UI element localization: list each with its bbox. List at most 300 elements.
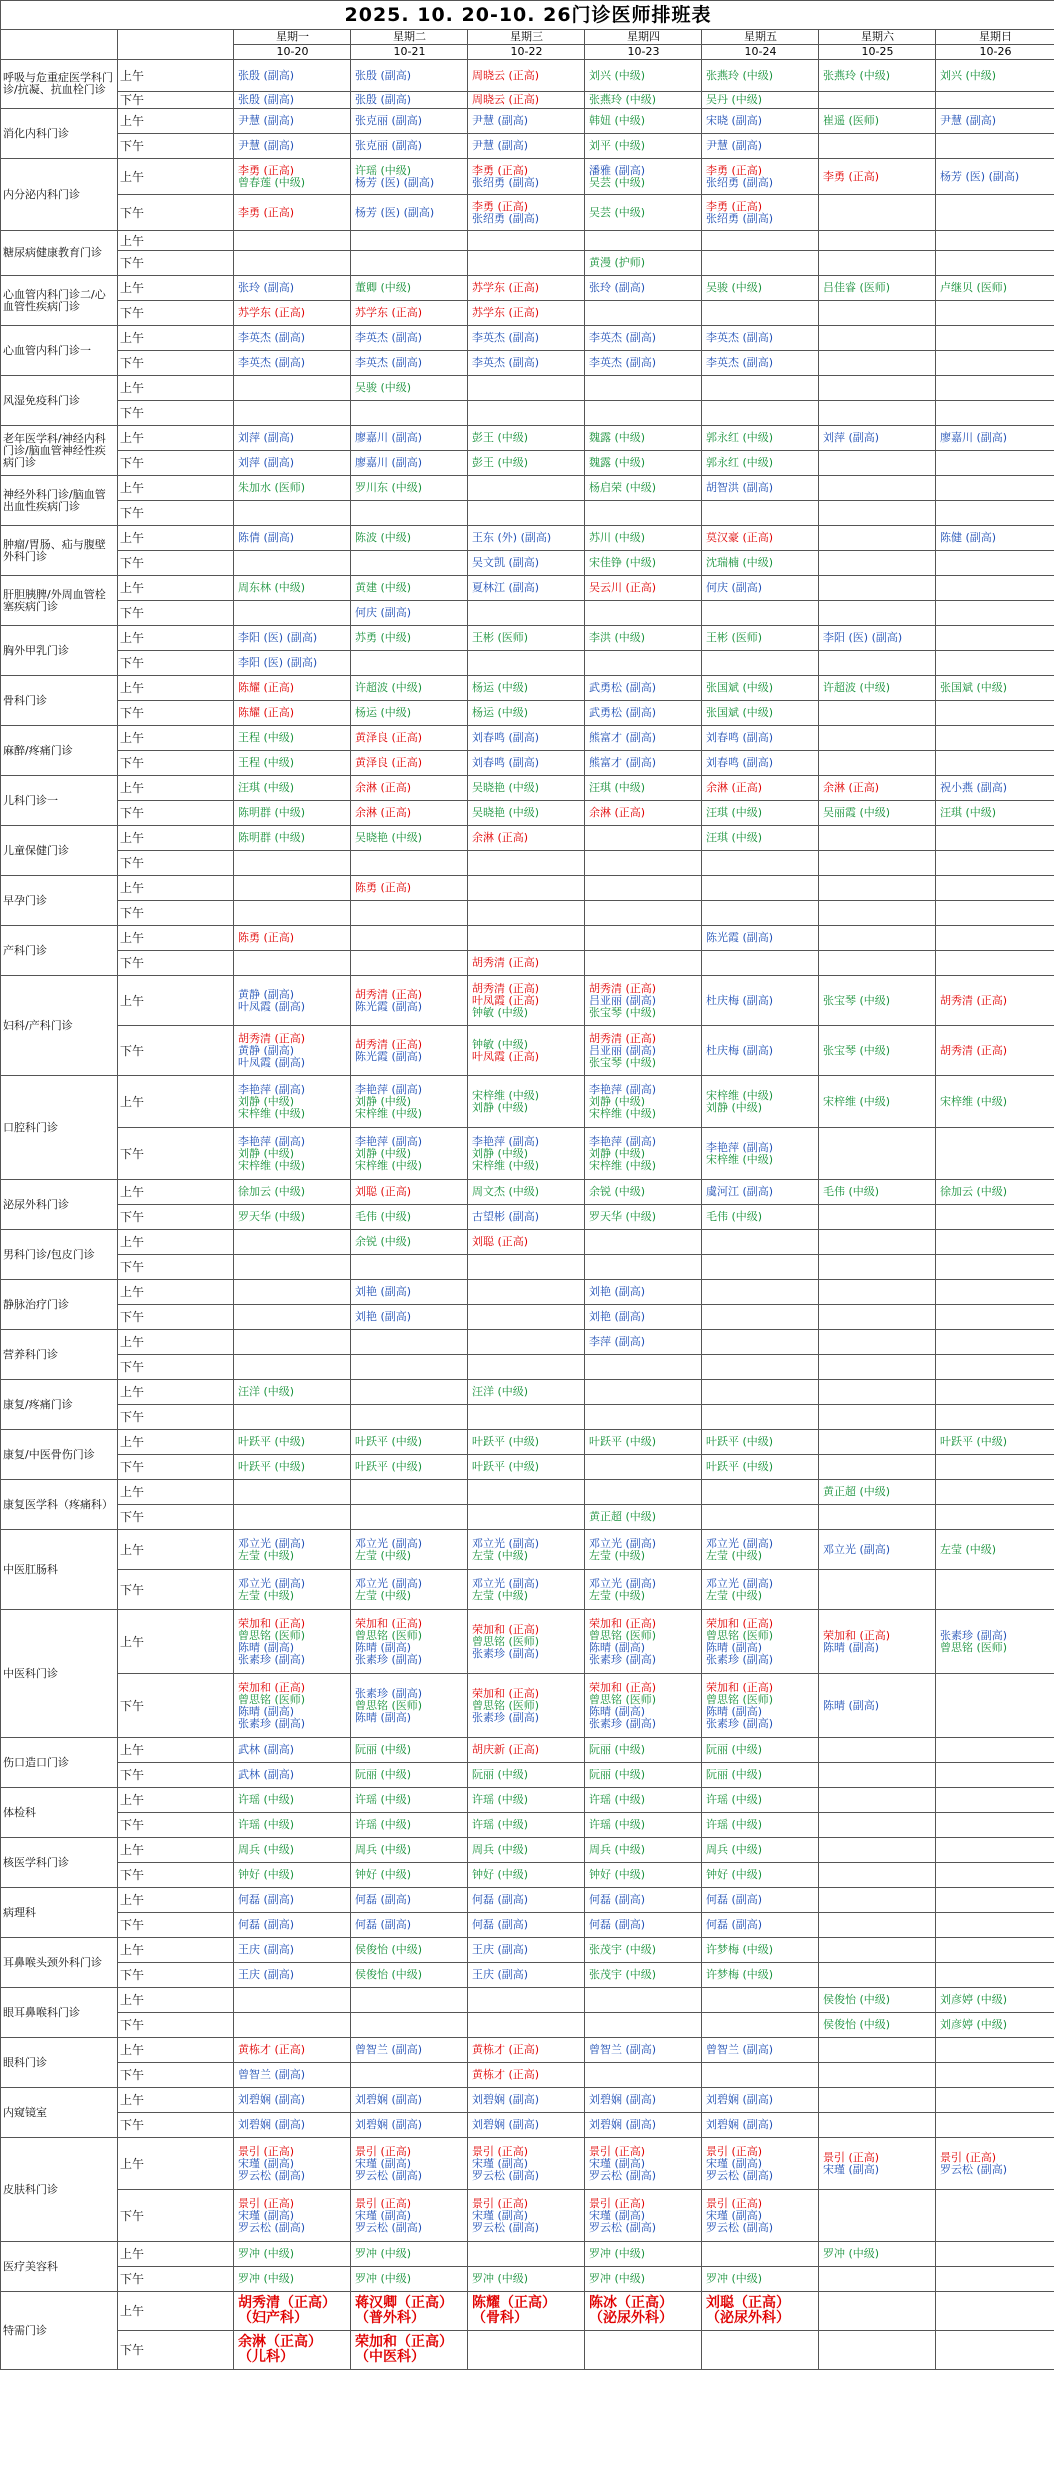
doctor-entry: 罗云松 (副高) — [238, 2220, 306, 2234]
shift-cell — [468, 826, 585, 851]
shift-cell — [351, 231, 468, 251]
shift-cell — [702, 326, 819, 351]
shift-cell — [468, 751, 585, 776]
doctor-entry: 彭王 (中级) — [472, 431, 529, 444]
shift-cell — [468, 2331, 585, 2370]
shift-cell — [351, 2113, 468, 2138]
period-label: 下午 — [118, 1128, 234, 1180]
shift-cell — [468, 1405, 585, 1430]
shift-cell — [702, 276, 819, 301]
schedule-row-pm — [1, 1674, 1054, 1738]
shift-cell — [585, 1430, 702, 1455]
doctor-entry: 罗云松 (副高) — [940, 2162, 1008, 2176]
shift-cell — [234, 1330, 351, 1355]
doctor-entry: 钟好 (中级) — [589, 1868, 646, 1881]
doctor-entry: 胡秀清（正高） — [238, 2295, 336, 2311]
schedule-row-am — [1, 1430, 1054, 1455]
shift-cell — [234, 92, 351, 109]
schedule-row-am — [1, 2138, 1054, 2190]
doctor-entry: 吴骏 (中级) — [355, 381, 412, 394]
doctor-entry: 张克丽 (副高) — [355, 114, 423, 127]
doctor-entry: 刘碧娴 (副高) — [472, 2093, 540, 2106]
shift-cell — [234, 251, 351, 276]
shift-cell — [468, 60, 585, 92]
doctor-entry: 荣加和 (正高) — [238, 1616, 306, 1630]
doctor-entry: 宋瑾 (副高) — [355, 2156, 412, 2170]
doctor-entry: 曾思铭 (医师) — [706, 1628, 774, 1642]
shift-cell — [702, 2331, 819, 2370]
schedule-row-am — [1, 1480, 1054, 1505]
shift-cell — [468, 92, 585, 109]
schedule-row-pm — [1, 1205, 1054, 1230]
doctor-entry: 刘聪 (正高) — [472, 1235, 529, 1248]
doctor-entry: 宋瑾 (副高) — [472, 2208, 529, 2222]
shift-cell — [702, 1180, 819, 1205]
period-label: 下午 — [118, 301, 234, 326]
doctor-entry: 曾智兰 (副高) — [589, 2043, 657, 2056]
shift-cell — [468, 851, 585, 876]
shift-cell — [351, 501, 468, 526]
doctor-entry: 刘聪 (正高) — [355, 1185, 412, 1198]
doctor-entry: 杨运 (中级) — [355, 706, 412, 719]
department-name: 风湿免疫科门诊 — [1, 376, 118, 426]
shift-cell — [702, 876, 819, 901]
doctor-entry: 罗冲 (中级) — [589, 2272, 646, 2285]
shift-cell — [819, 601, 936, 626]
shift-cell — [585, 1530, 702, 1570]
shift-cell — [819, 1430, 936, 1455]
shift-cell — [468, 1128, 585, 1180]
period-label: 下午 — [118, 1863, 234, 1888]
shift-cell — [702, 1838, 819, 1863]
shift-cell — [351, 326, 468, 351]
shift-cell — [468, 676, 585, 701]
shift-cell — [819, 1610, 936, 1674]
shift-cell — [234, 1255, 351, 1280]
schedule-row-am — [1, 376, 1054, 401]
shift-cell — [585, 801, 702, 826]
shift-cell — [819, 1938, 936, 1963]
shift-cell — [351, 1330, 468, 1355]
period-label: 上午 — [118, 276, 234, 301]
shift-cell — [351, 351, 468, 376]
shift-cell — [234, 576, 351, 601]
schedule-row-pm — [1, 1963, 1054, 1988]
date-header: 10-25 — [819, 45, 936, 60]
period-label: 上午 — [118, 1230, 234, 1255]
doctor-entry: 张绍勇 (副高) — [472, 175, 540, 189]
shift-cell — [702, 351, 819, 376]
shift-cell — [819, 231, 936, 251]
shift-cell — [351, 1838, 468, 1863]
shift-cell — [468, 195, 585, 231]
shift-cell — [468, 351, 585, 376]
department-name: 老年医学科/神经内科门诊/脑血管神经性疾病门诊 — [1, 426, 118, 476]
schedule-row-am — [1, 676, 1054, 701]
doctor-entry: 罗云松 (副高) — [589, 2220, 657, 2234]
doctor-entry: 王彬 (医师) — [472, 631, 529, 644]
doctor-entry: 陈勇 (正高) — [238, 931, 295, 944]
shift-cell — [468, 159, 585, 195]
period-label: 下午 — [118, 1205, 234, 1230]
shift-cell — [585, 1788, 702, 1813]
period-label: 上午 — [118, 576, 234, 601]
shift-cell — [234, 1026, 351, 1076]
doctor-entry: 陈勇 (正高) — [355, 881, 412, 894]
shift-cell — [702, 1330, 819, 1355]
doctor-entry: 陈光霞 (副高) — [706, 931, 774, 944]
doctor-entry: 张素珍 (副高) — [589, 1652, 657, 1666]
doctor-entry: 王程 (中级) — [238, 731, 295, 744]
shift-cell — [585, 1838, 702, 1863]
shift-cell — [234, 60, 351, 92]
period-label: 下午 — [118, 901, 234, 926]
shift-cell — [702, 426, 819, 451]
shift-cell — [936, 326, 1054, 351]
doctor-entry: 张素珍 (副高) — [472, 1646, 540, 1660]
shift-cell — [819, 726, 936, 751]
doctor-entry: 许瑶 (中级) — [238, 1818, 295, 1831]
shift-cell — [234, 626, 351, 651]
period-label: 上午 — [118, 60, 234, 92]
doctor-entry: 景引 (正高) — [940, 2150, 997, 2164]
period-label: 下午 — [118, 251, 234, 276]
department-name: 康复/中医骨伤门诊 — [1, 1430, 118, 1480]
period-label: 下午 — [118, 1570, 234, 1610]
shift-cell — [468, 2242, 585, 2267]
shift-cell — [234, 976, 351, 1026]
schedule-row-am — [1, 1380, 1054, 1405]
doctor-entry: 廖嘉川 (副高) — [940, 431, 1008, 444]
shift-cell — [468, 701, 585, 726]
shift-cell — [702, 826, 819, 851]
shift-cell — [351, 676, 468, 701]
shift-cell — [585, 301, 702, 326]
shift-cell — [351, 1430, 468, 1455]
schedule-row-pm — [1, 1763, 1054, 1788]
schedule-row-pm — [1, 1026, 1054, 1076]
shift-cell — [585, 1180, 702, 1205]
shift-cell — [468, 1530, 585, 1570]
shift-cell — [702, 651, 819, 676]
shift-cell — [234, 1280, 351, 1305]
doctor-entry: 曾思铭 (医师) — [589, 1628, 657, 1642]
doctor-entry: 许瑶 (中级) — [472, 1793, 529, 1806]
doctor-entry: 陈晴 (副高) — [355, 1710, 412, 1724]
shift-cell — [468, 276, 585, 301]
doctor-entry: 陈光霞 (副高) — [355, 1049, 423, 1063]
shift-cell — [936, 726, 1054, 751]
department-name: 肝胆胰脾/外周血管栓塞疾病门诊 — [1, 576, 118, 626]
shift-cell — [234, 109, 351, 134]
shift-cell — [351, 1305, 468, 1330]
schedule-row-pm — [1, 92, 1054, 109]
period-label: 下午 — [118, 2331, 234, 2370]
doctor-entry: 黄正超 (中级) — [589, 1510, 657, 1523]
doctor-entry: 叶跃平 (中级) — [472, 1460, 540, 1473]
shift-cell — [585, 1938, 702, 1963]
period-label: 下午 — [118, 1505, 234, 1530]
shift-cell — [702, 726, 819, 751]
shift-cell — [585, 2113, 702, 2138]
schedule-row-pm — [1, 351, 1054, 376]
shift-cell — [702, 159, 819, 195]
shift-cell — [234, 1405, 351, 1430]
doctor-entry: 汪琪 (中级) — [940, 806, 997, 819]
shift-cell — [234, 951, 351, 976]
doctor-entry: 阮丽 (中级) — [472, 1768, 529, 1781]
department-name: 营养科门诊 — [1, 1330, 118, 1380]
doctor-entry: 刘碧娴 (副高) — [472, 2118, 540, 2131]
shift-cell — [585, 901, 702, 926]
shift-cell — [585, 1405, 702, 1430]
period-label: 下午 — [118, 601, 234, 626]
doctor-entry: 罗天华 (中级) — [238, 1210, 306, 1223]
shift-cell — [936, 1480, 1054, 1505]
doctor-entry: 陈晴 (副高) — [355, 1640, 412, 1654]
doctor-entry: 宋瑾 (副高) — [238, 2156, 295, 2170]
shift-cell — [585, 426, 702, 451]
doctor-entry: 夏林江 (副高) — [472, 581, 540, 594]
period-label: 上午 — [118, 1838, 234, 1863]
shift-cell — [702, 1205, 819, 1230]
shift-cell — [702, 1913, 819, 1938]
shift-cell — [702, 2063, 819, 2088]
shift-cell — [468, 376, 585, 401]
doctor-entry: 张绍勇 (副高) — [706, 175, 774, 189]
doctor-entry: 陈光霞 (副高) — [355, 999, 423, 1013]
doctor-entry: 吕亚丽 (副高) — [589, 993, 657, 1007]
shift-cell — [819, 1988, 936, 2013]
shift-cell — [585, 1355, 702, 1380]
shift-cell — [819, 451, 936, 476]
shift-cell — [468, 1076, 585, 1128]
shift-cell — [585, 626, 702, 651]
doctor-entry: 许超波 (中级) — [823, 681, 891, 694]
doctor-entry: 蒋汉卿（正高） — [355, 2295, 453, 2311]
shift-cell — [468, 776, 585, 801]
period-label: 下午 — [118, 1674, 234, 1738]
doctor-entry: 吴云川 (正高) — [589, 581, 657, 594]
shift-cell — [468, 651, 585, 676]
shift-cell — [234, 926, 351, 951]
doctor-entry: 罗冲 (中级) — [238, 2247, 295, 2260]
shift-cell — [819, 776, 936, 801]
doctor-entry: 汪琪 (中级) — [238, 781, 295, 794]
shift-cell — [936, 1205, 1054, 1230]
shift-cell — [351, 826, 468, 851]
doctor-entry: 张素珍 (副高) — [706, 1652, 774, 1666]
schedule-row-am — [1, 1788, 1054, 1813]
period-label: 上午 — [118, 231, 234, 251]
shift-cell — [351, 92, 468, 109]
doctor-entry: 刘艳 (副高) — [355, 1285, 412, 1298]
doctor-entry: 刘春鸣 (副高) — [706, 756, 774, 769]
shift-cell — [936, 301, 1054, 326]
department-name: 康复/疼痛门诊 — [1, 1380, 118, 1430]
shift-cell — [234, 134, 351, 159]
shift-cell — [351, 551, 468, 576]
shift-cell — [819, 551, 936, 576]
shift-cell — [936, 1128, 1054, 1180]
doctor-entry: 刘艳 (副高) — [589, 1310, 646, 1323]
shift-cell — [702, 2242, 819, 2267]
shift-cell — [702, 1505, 819, 1530]
shift-cell — [702, 195, 819, 231]
doctor-entry: 何磊 (副高) — [706, 1918, 763, 1931]
shift-cell — [936, 1913, 1054, 1938]
doctor-entry: 宋瑾 (副高) — [238, 2208, 295, 2222]
doctor-entry: 景引 (正高) — [706, 2144, 763, 2158]
schedule-row-am — [1, 2292, 1054, 2331]
schedule-row-am — [1, 326, 1054, 351]
shift-cell — [234, 1128, 351, 1180]
period-label: 上午 — [118, 426, 234, 451]
shift-cell — [702, 951, 819, 976]
shift-cell — [234, 1455, 351, 1480]
shift-cell — [936, 1405, 1054, 1430]
shift-cell — [468, 726, 585, 751]
shift-cell — [351, 195, 468, 231]
schedule-row-am — [1, 726, 1054, 751]
shift-cell — [585, 376, 702, 401]
shift-cell — [936, 2190, 1054, 2242]
doctor-entry: 罗天华 (中级) — [589, 1210, 657, 1223]
period-label: 上午 — [118, 109, 234, 134]
shift-cell — [351, 1455, 468, 1480]
period-label: 上午 — [118, 1938, 234, 1963]
doctor-entry: 武勇松 (副高) — [589, 681, 657, 694]
shift-cell — [351, 576, 468, 601]
schedule-row-am — [1, 1938, 1054, 1963]
department-name: 消化内科门诊 — [1, 109, 118, 159]
doctor-entry: 罗云松 (副高) — [589, 2168, 657, 2182]
department-name: 口腔科门诊 — [1, 1076, 118, 1180]
doctor-entry: 周东林 (中级) — [238, 581, 306, 594]
doctor-entry: 曾思铭 (医师) — [472, 1634, 540, 1648]
shift-cell — [819, 876, 936, 901]
period-label: 上午 — [118, 1430, 234, 1455]
shift-cell — [468, 2138, 585, 2190]
doctor-entry: 叶凤霞 (副高) — [238, 999, 306, 1013]
shift-cell — [468, 1913, 585, 1938]
doctor-entry: 王庆 (副高) — [238, 1968, 295, 1981]
shift-cell — [468, 1026, 585, 1076]
doctor-entry: 阮丽 (中级) — [355, 1743, 412, 1756]
doctor-entry: 宋佳铮 (中级) — [589, 556, 657, 569]
shift-cell — [702, 901, 819, 926]
doctor-entry: 尹慧 (副高) — [940, 114, 997, 127]
doctor-entry: 崔遥 (医师) — [823, 114, 880, 127]
shift-cell — [936, 1255, 1054, 1280]
doctor-entry: 许瑶 (中级) — [706, 1793, 763, 1806]
doctor-entry: 刘碧娴 (副高) — [238, 2093, 306, 2106]
department-name: 呼吸与危重症医学科门诊/抗凝、抗血栓门诊 — [1, 60, 118, 109]
weekday-header: 星期六 — [819, 30, 936, 45]
shift-cell — [702, 92, 819, 109]
weekday-header: 星期五 — [702, 30, 819, 45]
shift-cell — [702, 1128, 819, 1180]
period-label: 下午 — [118, 851, 234, 876]
shift-cell — [351, 851, 468, 876]
shift-cell — [936, 1674, 1054, 1738]
doctor-entry: 张茂宇 (中级) — [589, 1943, 657, 1956]
doctor-entry: 荣加和 (正高) — [823, 1628, 891, 1642]
doctor-entry: 邓立光 (副高) — [472, 1536, 540, 1550]
doctor-entry: 陈冰（正高） — [589, 2295, 673, 2311]
shift-cell — [702, 1738, 819, 1763]
doctor-entry: 曾思铭 (医师) — [355, 1698, 423, 1712]
shift-cell — [819, 1405, 936, 1430]
shift-cell — [819, 60, 936, 92]
shift-cell — [936, 376, 1054, 401]
doctor-entry: 曾思铭 (医师) — [472, 1698, 540, 1712]
shift-cell — [234, 2331, 351, 2370]
shift-cell — [819, 1128, 936, 1180]
shift-cell — [468, 1430, 585, 1455]
schedule-row-am — [1, 626, 1054, 651]
shift-cell — [585, 159, 702, 195]
doctor-entry: 虞河江 (副高) — [706, 1185, 774, 1198]
shift-cell — [585, 1455, 702, 1480]
shift-cell — [936, 1813, 1054, 1838]
shift-cell — [585, 1230, 702, 1255]
period-label: 上午 — [118, 1076, 234, 1128]
shift-cell — [351, 1380, 468, 1405]
doctor-entry: 李阳 (医) (副高) — [238, 656, 318, 669]
doctor-entry: 叶跃平 (中级) — [706, 1460, 774, 1473]
doctor-entry: 景引 (正高) — [238, 2196, 295, 2210]
shift-cell — [936, 1230, 1054, 1255]
doctor-entry: 杨芳 (医) (副高) — [355, 205, 435, 219]
doctor-entry: 罗云松 (副高) — [472, 2220, 540, 2234]
doctor-entry: 黄建 (中级) — [355, 581, 412, 594]
period-label: 下午 — [118, 951, 234, 976]
doctor-entry: 景引 (正高) — [823, 2150, 880, 2164]
department-name: 早孕门诊 — [1, 876, 118, 926]
doctor-entry: 杜庆梅 (副高) — [706, 993, 774, 1007]
doctor-entry: 宋瑾 (副高) — [706, 2208, 763, 2222]
shift-cell — [819, 2331, 936, 2370]
doctor-entry: 左莹 (中级) — [355, 1588, 412, 1602]
date-header: 10-22 — [468, 45, 585, 60]
doctor-entry: 张宝琴 (中级) — [823, 1043, 891, 1057]
schedule-row-pm — [1, 901, 1054, 926]
doctor-entry: 邓立光 (副高) — [355, 1576, 423, 1590]
department-name: 静脉治疗门诊 — [1, 1280, 118, 1330]
shift-cell — [702, 626, 819, 651]
shift-cell — [702, 1076, 819, 1128]
shift-cell — [468, 2190, 585, 2242]
shift-cell — [468, 1863, 585, 1888]
shift-cell — [585, 651, 702, 676]
schedule-row-pm — [1, 251, 1054, 276]
shift-cell — [819, 1355, 936, 1380]
doctor-entry: 吴晓艳 (中级) — [472, 781, 540, 794]
period-label: 上午 — [118, 776, 234, 801]
doctor-entry: 李艳萍 (副高) — [706, 1140, 774, 1154]
doctor-entry: 刘碧娴 (副高) — [706, 2093, 774, 2106]
shift-cell — [468, 2013, 585, 2038]
shift-cell — [702, 1674, 819, 1738]
shift-cell — [936, 1330, 1054, 1355]
shift-cell — [234, 2038, 351, 2063]
shift-cell — [702, 2292, 819, 2331]
shift-cell — [585, 976, 702, 1026]
schedule-row-pm — [1, 2331, 1054, 2370]
doctor-entry: 邓立光 (副高) — [706, 1576, 774, 1590]
doctor-entry: 李英杰 (副高) — [706, 331, 774, 344]
